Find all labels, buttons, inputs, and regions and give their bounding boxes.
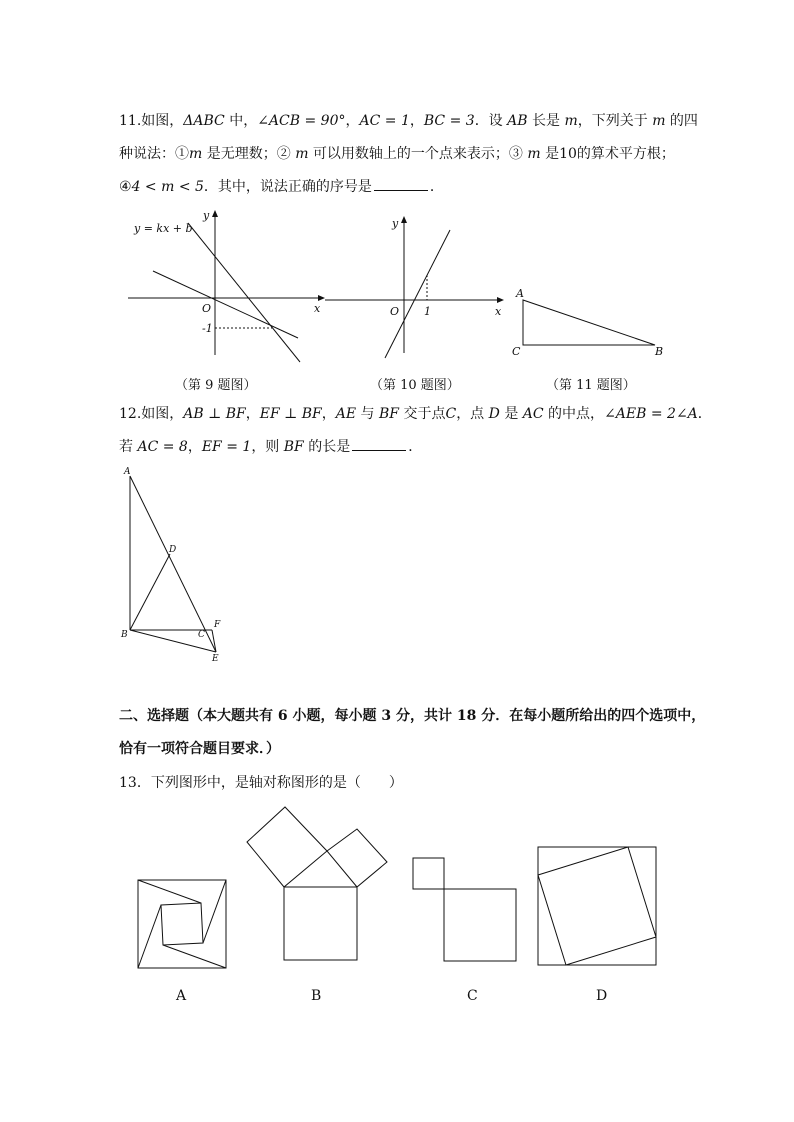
text: ④ (119, 179, 132, 195)
y-label: y (392, 217, 399, 230)
windmill-line (138, 905, 161, 968)
figure-11-caption: （第 11 题图） (546, 378, 636, 393)
math: BC = 3 (423, 113, 475, 129)
math: 4 < m < 5 (131, 179, 204, 195)
answer-blank[interactable] (352, 438, 406, 451)
math: EF ⊥ BF (259, 406, 322, 422)
math: EF = 1 (201, 439, 252, 455)
math: AC (522, 406, 544, 422)
label-f: F (214, 620, 221, 630)
bottom-square (284, 887, 357, 960)
label-b: B (121, 630, 128, 640)
text: ． (697, 406, 712, 422)
text: 是10的算术平方根； (540, 146, 675, 162)
origin-label: O (202, 302, 212, 315)
outer-square (138, 880, 226, 968)
text: ， (409, 113, 424, 129)
line-graph (385, 230, 450, 358)
text: 若 (119, 439, 138, 455)
figure-9-caption: （第 9 题图） (175, 378, 257, 393)
x-axis-arrow (497, 297, 504, 303)
text: ，下列关于 (577, 113, 653, 129)
right-square (327, 829, 387, 887)
y-axis-arrow (212, 210, 218, 217)
tilted-square (538, 847, 656, 965)
origin-label: O (390, 305, 400, 318)
answer-blank[interactable] (374, 178, 428, 191)
figure-12 (118, 462, 238, 662)
figure-10-caption: （第 10 题图） (370, 378, 460, 393)
text: ， (245, 406, 260, 422)
math: m (564, 113, 578, 129)
q12-line-1 (119, 405, 712, 423)
triangle-abc (523, 300, 655, 345)
equation-label: y = kx + b (134, 222, 193, 235)
section-2-heading-line-1: 二、选择题（本大题共有 6 小题，每小题 3 分，共计 18 分．在每小题所给出的四个选项中， (119, 708, 706, 724)
text: ，点 (456, 406, 489, 422)
text: ．设 (474, 113, 508, 129)
math: AC = 8 (137, 439, 188, 455)
math: m (189, 146, 203, 162)
math: AB (507, 113, 528, 129)
option-d-figure[interactable] (534, 843, 664, 973)
q11-line-1 (119, 112, 698, 130)
text: 可以用数轴上的一个点来表示；③ (308, 146, 528, 162)
math: D (488, 406, 500, 422)
x-label: x (314, 302, 321, 315)
left-square (247, 807, 327, 887)
one-label: 1 (424, 305, 431, 318)
neg-one-label: -1 (202, 322, 213, 335)
segment-ae (130, 476, 216, 652)
option-c-figure[interactable] (410, 855, 530, 975)
math: C (445, 406, 457, 422)
math: m (527, 146, 541, 162)
y-label: y (203, 209, 210, 222)
label-a: A (516, 287, 524, 300)
math: ∠AEB = 2∠A (604, 406, 698, 422)
label-a: A (124, 467, 131, 477)
math: AB ⊥ BF (183, 406, 246, 422)
option-a-figure[interactable] (134, 876, 234, 976)
math: BF (283, 439, 304, 455)
figure-10 (325, 213, 515, 373)
q11-line-2 (119, 145, 675, 163)
windmill-line (163, 945, 226, 968)
line-kx-plus-b (188, 223, 300, 362)
inner-square (161, 903, 203, 945)
text: ，则 (251, 439, 284, 455)
small-square (413, 858, 444, 889)
large-square (444, 889, 516, 961)
q13-text: 13．下列图形中，是轴对称图形的是（ ） (119, 775, 403, 791)
math: AC = 1 (359, 113, 410, 129)
option-b-figure[interactable] (244, 802, 394, 972)
text: 是无理数；② (202, 146, 296, 162)
text: 的四 (665, 113, 698, 129)
q11-line-3 (119, 178, 444, 196)
x-axis-arrow (318, 295, 325, 301)
option-d-label[interactable]: D (596, 988, 608, 1004)
option-c-label[interactable]: C (467, 988, 478, 1004)
text: ．其中，说法正确的序号是 (203, 179, 372, 195)
math: BF (379, 406, 400, 422)
label-b: B (655, 345, 664, 358)
text: ， (345, 113, 360, 129)
text: 与 (356, 406, 379, 422)
label-c: C (198, 630, 205, 640)
label-e: E (212, 654, 219, 664)
text: 12.如图， (119, 406, 184, 422)
windmill-line (138, 880, 201, 903)
line-second (153, 271, 298, 338)
text: 交于点 (399, 406, 446, 422)
text: 的中点， (543, 406, 605, 422)
text: 的长是 (303, 439, 351, 455)
q12-line-2 (119, 438, 422, 456)
windmill-line (203, 880, 226, 943)
option-a-label[interactable]: A (176, 988, 187, 1004)
x-label: x (495, 305, 502, 318)
outer-square (538, 847, 656, 965)
figure-11 (510, 283, 670, 363)
text: ， (187, 439, 202, 455)
text: ． (429, 179, 444, 195)
text: 中， (224, 113, 258, 129)
math: m (652, 113, 666, 129)
text: 11.如图， (119, 113, 184, 129)
y-axis-arrow (401, 216, 407, 223)
text: 是 (499, 406, 523, 422)
option-b-label[interactable]: B (311, 988, 322, 1004)
text: 长是 (527, 113, 565, 129)
text: ． (408, 439, 423, 455)
segment-bd (130, 554, 170, 630)
math: ΔABC (183, 113, 225, 129)
math: m (295, 146, 309, 162)
label-d: D (169, 545, 177, 555)
math: ∠ACB = 90° (257, 113, 346, 129)
math: AE (335, 406, 357, 422)
label-c: C (512, 345, 521, 358)
text: ， (321, 406, 336, 422)
figure-9 (120, 205, 330, 365)
text: 种说法：① (119, 146, 189, 162)
section-2-heading-line-2: 恰有一项符合题目要求．） (119, 741, 280, 757)
